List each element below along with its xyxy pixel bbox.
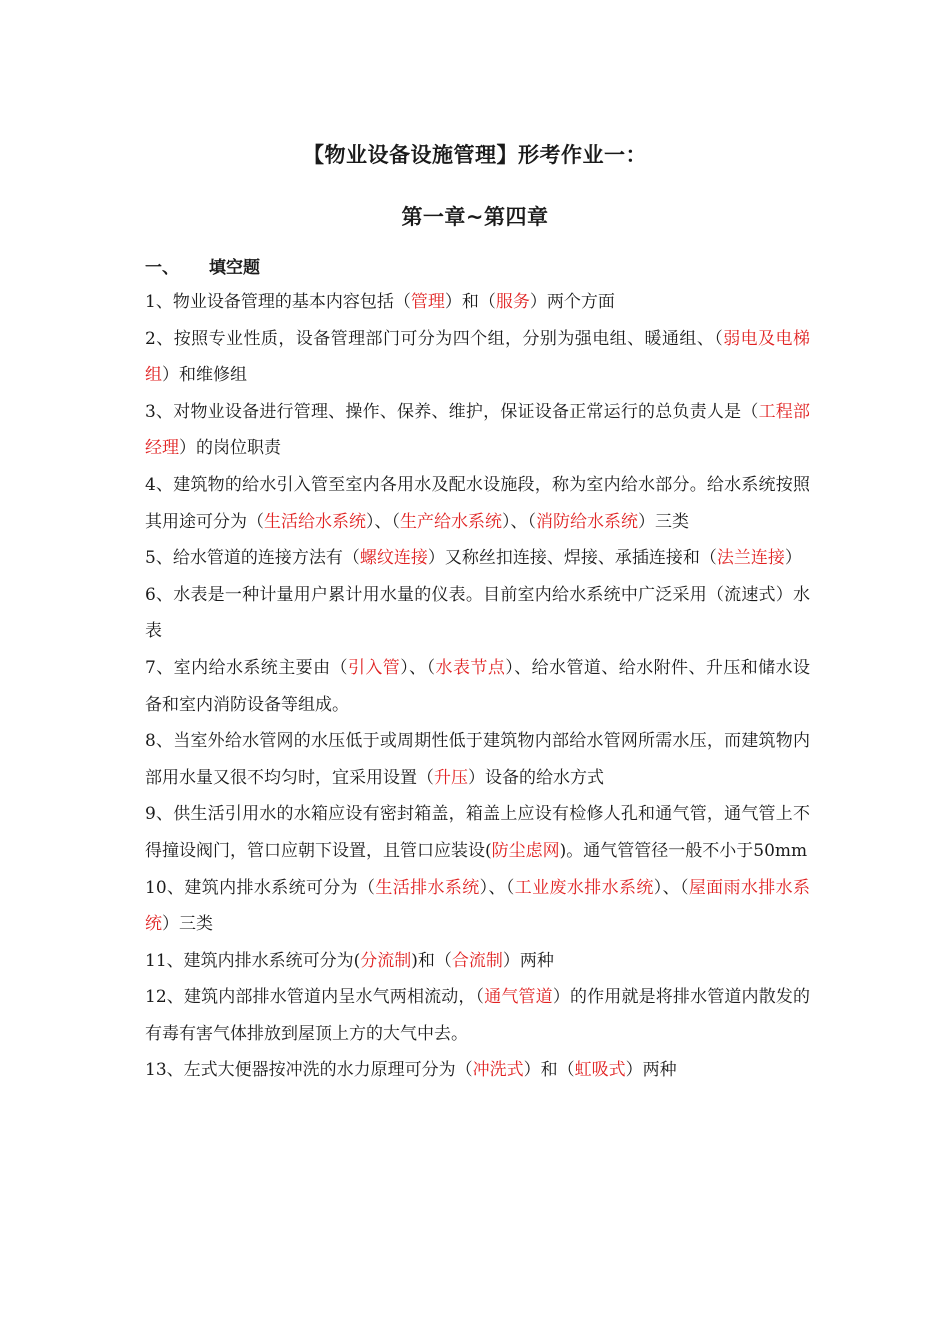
question-text: 11、建筑内排水系统可分为( [145,950,361,971]
question-text: 13、左式大便器按冲洗的水力原理可分为（ [145,1060,473,1081]
answer-text: 水表节点 [435,657,506,678]
answer-text: 工程部经理 [145,401,810,459]
document-subtitle: 第一章~第四章 [401,205,549,229]
answer-text: 屋面雨水排水系统 [145,877,811,935]
answer-text: 分流制 [360,950,412,971]
answer-text: 通气管道 [484,987,553,1008]
document-title: 【物业设备设施管理】形考作业一： [303,143,647,167]
question-item [145,723,810,796]
answer-text: 防尘虑网 [491,840,560,861]
answer-text: 虹吸式 [574,1060,626,1081]
question-text: ）和（ [444,292,496,312]
answer-text: 螺纹连接 [359,548,428,569]
question-item [145,321,810,394]
answer-text: 消防给水系统 [536,511,638,532]
question-text: 10、建筑内排水系统可分为（ [145,877,376,898]
question-text: ）两个方面 [529,292,615,312]
answer-text: 生产给水系统 [400,511,502,532]
question-item [145,577,810,650]
question-item [145,540,810,577]
section-label: 填空题 [209,258,260,278]
question-item [145,796,810,869]
question-text: ） [784,548,802,569]
question-text: ）、（ [653,877,689,898]
question-item [145,870,810,943]
question-text: ）又称丝扣连接、焊接、承插连接和（ [427,548,717,569]
answer-text: 弱电及电梯组 [145,328,810,386]
question-text: ）两种 [502,950,554,971]
question-text: ）、（ [366,511,400,532]
section-heading [145,253,260,278]
question-item [145,284,810,321]
answer-text: 生活排水系统 [375,877,480,898]
question-item [145,467,810,540]
question-item [145,979,810,1052]
question-item [145,394,810,467]
question-text: ）三类 [162,914,213,935]
question-list [145,284,810,1089]
question-text: )。通气管管径一般不小于50mm [559,840,808,861]
answer-text: 工业废水排水系统 [514,877,654,898]
answer-text: 管理 [410,292,445,312]
question-text: ）设备的给水方式 [468,767,604,788]
question-text: 3、对物业设备进行管理、操作、保养、维护，保证设备正常运行的总负责人是（ [145,401,759,422]
answer-text: 引入管 [347,657,401,678]
question-text: 2、按照专业性质，设备管理部门可分为四个组，分别为强电组、暖通组、（ [145,328,724,349]
answer-text: 法兰连接 [716,548,785,569]
question-text: ）、（ [502,511,536,532]
question-text: 8、当室外给水管网的水压低于或周期性低于建筑物内部给水管网所需水压，而建筑物内部用水量又很不均匀时，宜采用设置（ [145,731,810,788]
answer-text: 合流制 [451,950,503,971]
answer-text: 生活给水系统 [264,511,366,532]
question-text: ）和（ [523,1060,575,1081]
question-text: 12、建筑内部排水管道内呈水气两相流动，（ [145,987,485,1008]
question-text: ）和维修组 [162,365,247,386]
question-text: ）、（ [400,657,436,678]
question-text: 9、供生活引用水的水箱应设有密封箱盖，箱盖上应设有检修人孔和通气管，通气管上不得撞设阀门，管口应朝下设置，且管口应装设( [145,804,810,861]
question-text: 1、物业设备管理的基本内容包括（ [145,292,411,312]
question-text: )和（ [411,950,452,971]
question-text: ）、（ [479,877,515,898]
answer-text: 冲洗式 [472,1060,524,1081]
question-text: 5、给水管道的连接方法有（ [145,548,360,569]
question-text: ）的岗位职责 [179,438,281,459]
question-text: ）两种 [625,1060,677,1081]
question-text: 7、室内给水系统主要由（ [145,657,348,678]
question-text: ）的作用就是将排水管道内散发的有毒有害气体排放到屋顶上方的大气中去。 [145,987,811,1044]
answer-text: 服务 [495,292,530,312]
question-item [145,943,810,980]
question-text: 6、水表是一种计量用户累计用水量的仪表。目前室内给水系统中广泛采用（流速式）水表 [145,584,810,642]
question-text: 4、建筑物的给水引入管至室内各用水及配水设施段，称为室内给水部分。给水系统按照其用途可分为（ [145,474,810,532]
section-number: 一、 [145,258,179,278]
answer-text: 升压 [434,767,468,788]
question-text: ）三类 [638,511,689,532]
question-item [145,650,810,723]
question-text: ）、给水管道、给水附件、升压和储水设备和室内消防设备等组成。 [145,657,811,715]
question-item [145,1052,810,1089]
